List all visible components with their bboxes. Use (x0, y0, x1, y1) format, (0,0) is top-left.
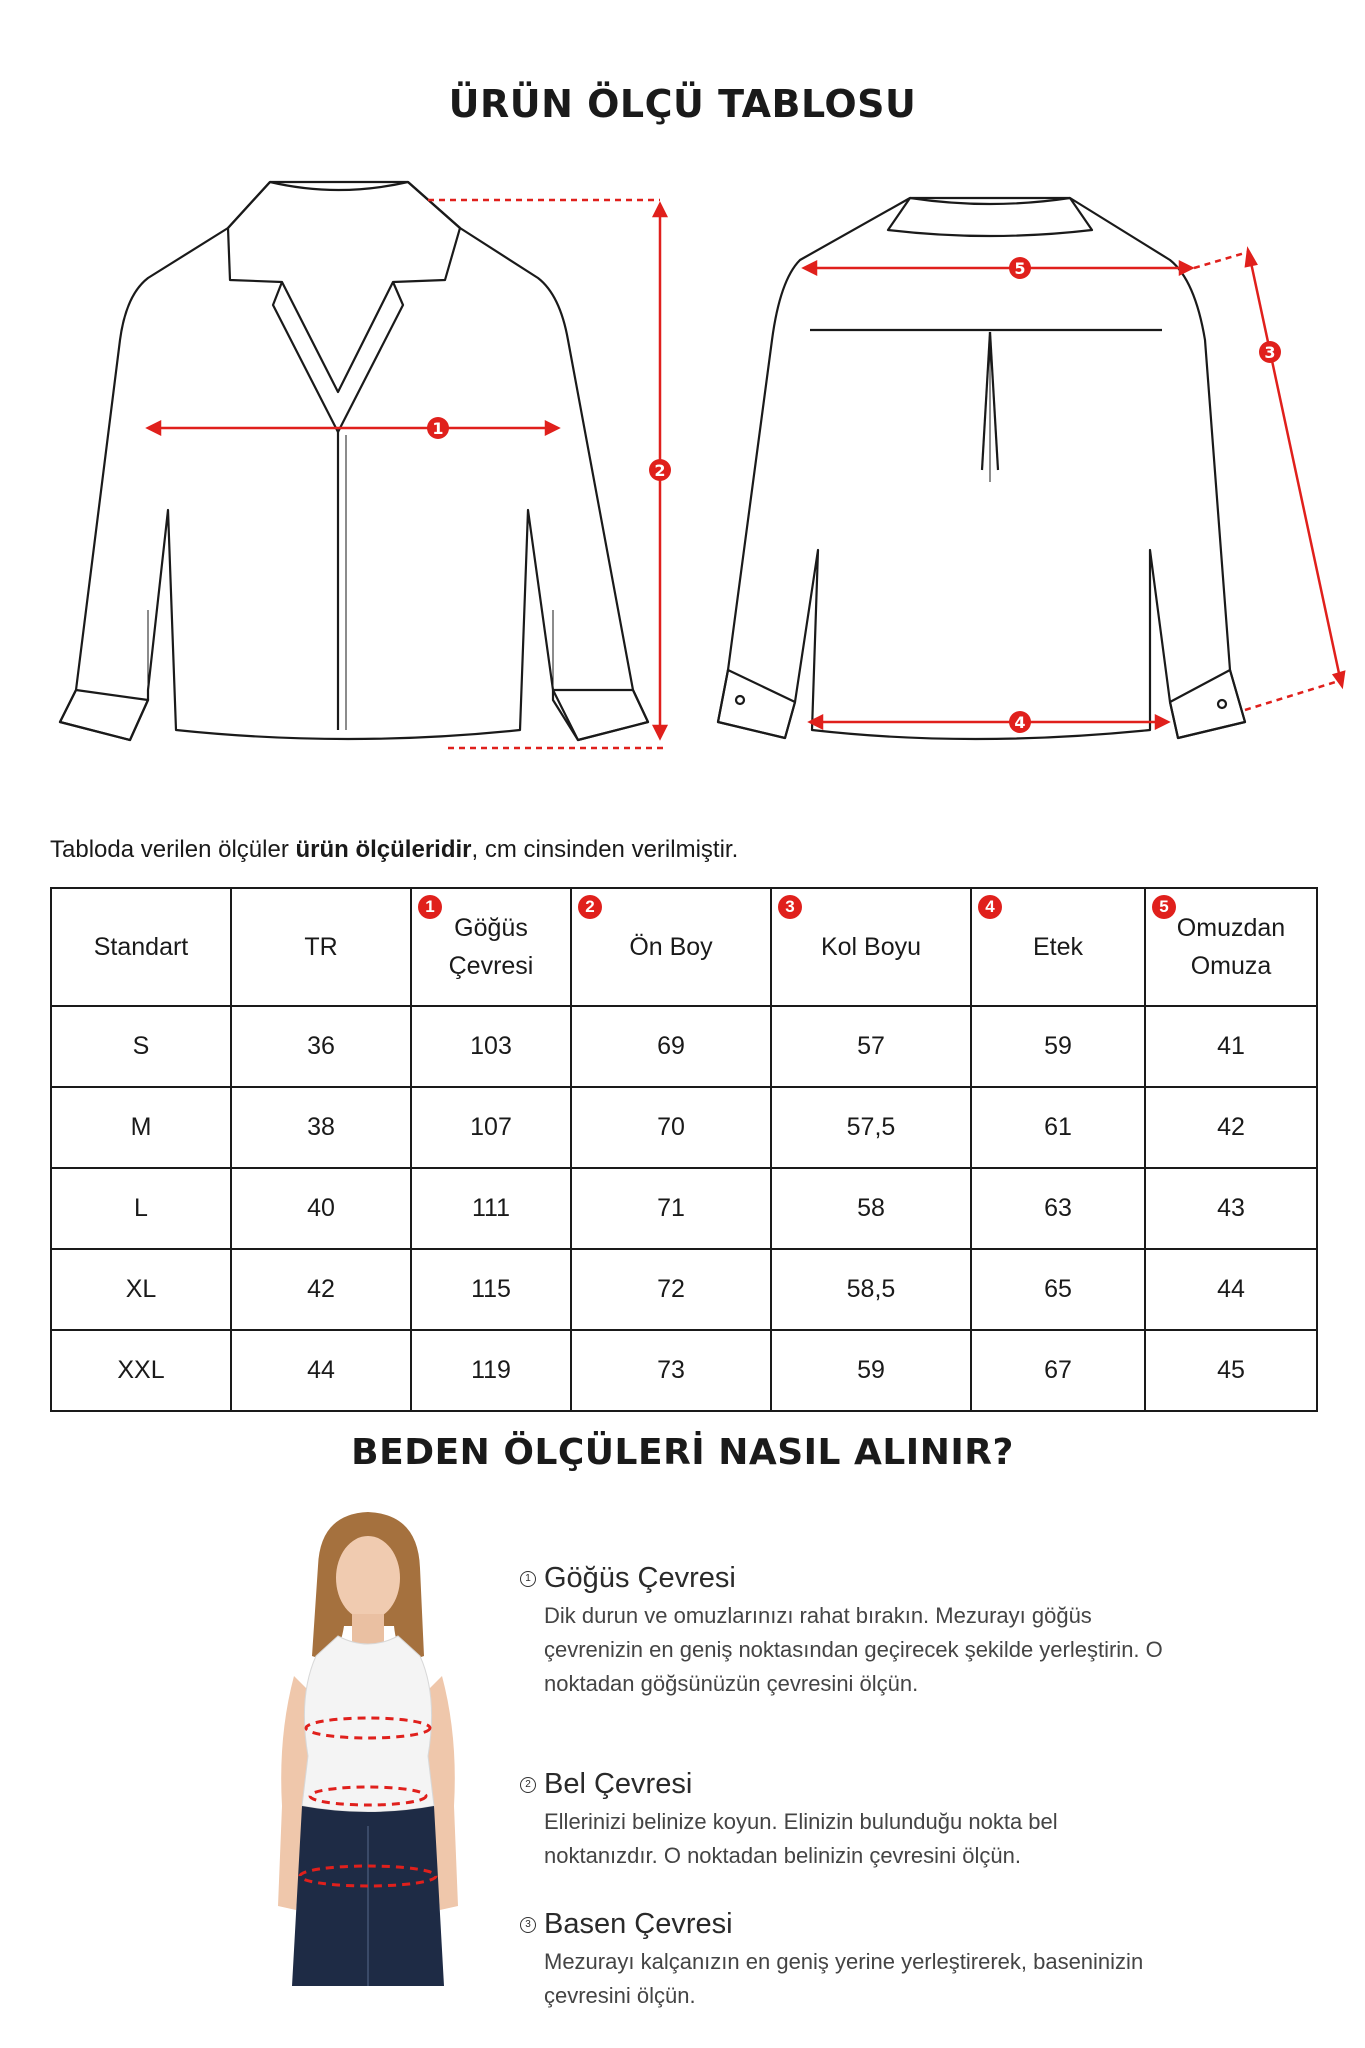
guide-number: 2 (520, 1777, 536, 1793)
marker-5: 5 (1014, 259, 1026, 278)
table-header-cell (411, 888, 571, 1006)
header-label: Kol Boyu (820, 933, 922, 961)
header-label: Ön Boy (629, 933, 713, 961)
table-cell: 41 (1145, 1006, 1317, 1087)
model-photo (248, 1506, 488, 1986)
table-cell: 72 (571, 1249, 771, 1330)
table-header-row (51, 888, 1317, 1006)
table-cell: 42 (1145, 1087, 1317, 1168)
table-cell: 57,5 (771, 1087, 971, 1168)
guide-number: 3 (520, 1917, 536, 1933)
header-number-badge: 1 (418, 895, 442, 919)
table-cell: 59 (771, 1330, 971, 1411)
header-label: Standart (93, 933, 189, 961)
guide-item (520, 1768, 1164, 1873)
table-header-cell (571, 888, 771, 1006)
table-cell: 44 (231, 1330, 411, 1411)
page-title: ÜRÜN ÖLÇÜ TABLOSU (448, 82, 917, 126)
table-header-cell (231, 888, 411, 1006)
table-cell: 67 (971, 1330, 1145, 1411)
guide-title: Göğüs Çevresi (544, 1562, 736, 1594)
header-label: TR (304, 933, 338, 961)
intro-before: Tabloda verilen ölçüler (50, 836, 296, 863)
header-label: Göğüs Çevresi (448, 914, 534, 980)
intro-note (50, 836, 738, 864)
table-cell: 61 (971, 1087, 1145, 1168)
table-header-cell (1145, 888, 1317, 1006)
guide-heading (520, 1908, 1164, 1941)
table-row (51, 1168, 1317, 1249)
guide-text: Ellerinizi belinize koyun. Elinizin bulunduğu nokta bel noktanızdır. O noktadan belinizin çevresini ölçün. (544, 1809, 1058, 1868)
header-number-badge: 2 (578, 895, 602, 919)
guide-title: Bel Çevresi (544, 1768, 693, 1800)
table-cell: 119 (411, 1330, 571, 1411)
header-number-badge: 5 (1152, 895, 1176, 919)
guide-number: 1 (520, 1571, 536, 1587)
table-row (51, 1006, 1317, 1087)
table-cell: XL (51, 1249, 231, 1330)
guide-item (520, 1908, 1164, 2013)
table-cell: 63 (971, 1168, 1145, 1249)
table-cell: 44 (1145, 1249, 1317, 1330)
table-cell: 36 (231, 1006, 411, 1087)
section-title: BEDEN ÖLÇÜLERİ NASIL ALINIR? (351, 1432, 1014, 1473)
table-cell: 73 (571, 1330, 771, 1411)
guide-heading (520, 1768, 1164, 1801)
table-cell: 107 (411, 1087, 571, 1168)
table-cell: 45 (1145, 1330, 1317, 1411)
table-cell: S (51, 1006, 231, 1087)
table-cell: 58 (771, 1168, 971, 1249)
table-cell: 38 (231, 1087, 411, 1168)
marker-1: 1 (432, 419, 444, 438)
table-cell: 40 (231, 1168, 411, 1249)
table-cell: 111 (411, 1168, 571, 1249)
guide-title: Basen Çevresi (544, 1908, 733, 1940)
header-number-badge: 4 (978, 895, 1002, 919)
table-cell: 70 (571, 1087, 771, 1168)
table-header-cell (51, 888, 231, 1006)
table-cell: 59 (971, 1006, 1145, 1087)
intro-after: , cm cinsinden verilmiştir. (471, 836, 739, 863)
table-header-cell (771, 888, 971, 1006)
guide-heading (520, 1562, 1164, 1595)
table-cell: M (51, 1087, 231, 1168)
table-cell: 58,5 (771, 1249, 971, 1330)
guide-text: Dik durun ve omuzlarınızı rahat bırakın. Mezurayı göğüs çevrenizin en geniş noktasından geçirecek şekilde yerleştirin. O noktadan göğsünüzün çevresini ölçün. (544, 1603, 1163, 1696)
table-cell: 103 (411, 1006, 571, 1087)
table-row (51, 1330, 1317, 1411)
back-shirt-diagram (700, 170, 1360, 770)
table-cell: XXL (51, 1330, 231, 1411)
intro-bold: ürün ölçüleridir (295, 836, 472, 863)
guide-item (520, 1562, 1164, 1701)
marker-4: 4 (1014, 713, 1026, 732)
table-row (51, 1087, 1317, 1168)
header-label: Etek (1032, 933, 1084, 961)
table-cell: 57 (771, 1006, 971, 1087)
size-table (50, 887, 1318, 1412)
header-label: Omuzdan Omuza (1176, 914, 1286, 980)
marker-2: 2 (654, 461, 666, 480)
guide-text: Mezurayı kalçanızın en geniş yerine yerleştirerek, baseninizin çevresini ölçün. (544, 1949, 1144, 2008)
table-row (51, 1249, 1317, 1330)
marker-3: 3 (1264, 343, 1276, 362)
table-cell: 43 (1145, 1168, 1317, 1249)
table-cell: 71 (571, 1168, 771, 1249)
table-body (51, 1006, 1317, 1411)
table-cell: 115 (411, 1249, 571, 1330)
table-cell: L (51, 1168, 231, 1249)
table-header-cell (971, 888, 1145, 1006)
front-shirt-diagram (48, 170, 688, 770)
header-number-badge: 3 (778, 895, 802, 919)
table-cell: 65 (971, 1249, 1145, 1330)
table-cell: 42 (231, 1249, 411, 1330)
table-cell: 69 (571, 1006, 771, 1087)
